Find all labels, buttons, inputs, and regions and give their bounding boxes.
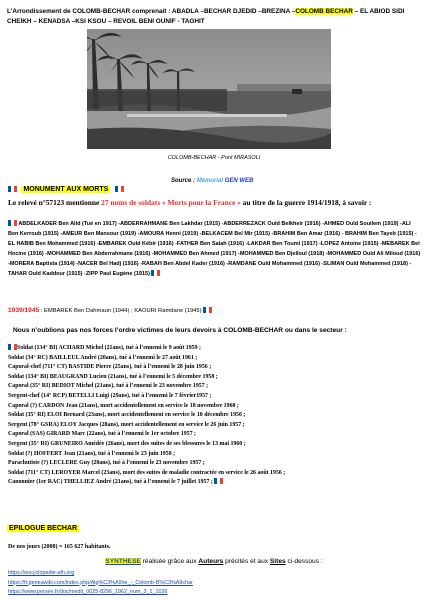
synthese-end: ci-dessous : <box>285 558 323 565</box>
ww2-years: 1939/1945 <box>8 307 40 314</box>
soldier-row <box>8 478 422 488</box>
soldier-row: Soldat (711° CT) LEROYER Marcel (23ans), mort des suites de maladie contractée en service le 26 août 1956 ; <box>8 469 286 476</box>
monument-row <box>8 178 428 193</box>
french-flag-icon <box>151 270 160 276</box>
french-flag-icon <box>8 220 17 226</box>
source-prefix: Source : <box>171 178 197 184</box>
synthese-word: SYNTHESE <box>105 558 141 565</box>
soldier-row: Sergent-chef (14° RCP) BETELLI Luigi (29ans), tué à l’ennemi le 7 février1957 ; <box>8 392 212 399</box>
ww2-names <box>8 306 422 316</box>
releve-part1: Le relevé n°57123 mentionne <box>8 198 102 207</box>
header-highlight: COLOMB BECHAR <box>295 8 353 15</box>
link-geneawiki[interactable]: https://fr.geneawiki.com/index.php/Alg%C3%A9rie_-_Colomb-B%C3%A9char <box>8 579 193 586</box>
links-list <box>8 569 422 598</box>
soldiers-list <box>8 344 422 488</box>
source-label <box>171 178 253 184</box>
soldier-row: Caporal (?) CARDON Jean (21ans), mort accidentellement en service le 18 novembre 1960 ; <box>8 402 239 409</box>
synthese-mid: réalisée grâce aux <box>140 558 199 565</box>
french-flag-icon <box>214 478 223 484</box>
photo-illustration <box>87 29 331 149</box>
releve-paragraph <box>8 198 422 208</box>
soldier-text: Canonnier (1er RAC) THELLIEZ André (21ans), tué à l’ennemi le 7 juillet 1957 ; <box>8 479 213 486</box>
link-encyclopedie-afn[interactable]: https://encyclopedie-afn.org <box>8 570 75 576</box>
french-flag-icon <box>8 179 17 185</box>
soldier-row: Soldat (35° RI) ELOI Bernard (23ans), mort accidentellement en service le 10 décembre 1956 ; <box>8 412 246 419</box>
header-part2: – EL ABIOD SIDI CHEIKH – KENADSA –KSI KSOU – REVOIL BENI OUNIF - TAGHIT <box>7 8 405 25</box>
synthese-auteurs: Auteurs <box>198 558 224 565</box>
source-genweb: GEN WEB <box>223 178 254 184</box>
forces-intro: Nous n’oublions pas nos forces l’ordre victimes de leurs devoirs à COLOMB-BECHAR ou dans le secteur : <box>13 327 347 334</box>
soldier-row: Soldat (34° RC) BAILLEUL André (20ans), tué à l’ennemi le 27 août 1961 ; <box>8 354 198 361</box>
ww2-text: : EMBAREK Ben Dahmaun (1944) ; KAOURI Ramdane (1945) <box>39 308 202 314</box>
soldier-row: Sergent (35° RI) GRUNEIRO Amédée (26ans), mort des suites de ses blessures le 13 mai 1960 ; <box>8 440 246 447</box>
french-flag-icon <box>8 344 17 350</box>
link-persee[interactable]: https://www.persee.fr/doc/medit_0025-8296_1962_num_3_1_1026 <box>8 589 168 595</box>
synthese-mid2: précités et aux <box>223 558 270 565</box>
soldier-row: Soldat (?) HOFFERT Jean (21ans), tué à l’ennemi le 23 juin 1958 ; <box>8 450 176 457</box>
french-flag-icon <box>115 179 124 185</box>
soldier-row: Caporal-chef (711° CT) BASTIDE Pierre (25ans), tué à l’ennemi le 28 juin 1956 ; <box>8 364 212 371</box>
synthese-line <box>0 558 428 565</box>
header-part1: L’Arrondissement de COLOMB-BECHAR comprenait : ABADLA –BECHAR DJEDID –BREZINA – <box>7 8 296 15</box>
colomb-bechar-photo <box>87 29 331 149</box>
soldier-row: Soldat (134° BI) BEAUGRAND Lucien (21ans), tué à l’ennemi le 5 décembre 1958 ; <box>8 373 218 380</box>
ww1-names: ABDELKADER Ben Alid (Tué en 1917) -ABDERRAHMANE Ben Lakhdar (1915) -ABDERREZACK Ould Belkheir (1916) -AHMED Ould Souilem (1919) -ALI Ben Kerroub (1915) -AMEUR Ben Mansour (1919) -AMOURA Henni (1919) -BELKACEM Bel Mir (1915) -BRAHIM Ben Amar (1916) - BRAHIM Ben Tayeb (1915) -EL HABIB Ben Mohammed (1916) -EMBAREK Ould Kébir (1916) -FATHER Ben Salah (1916) -LAKDAR Ben Toumi (1917) -LOPEZ Antoine (1915) -MEBAREK Bel Hocine (1916) -MOHAMMED Ben Abderrahmane (1916) -MOHAMMED Ben Ahmed (1917) -MOHAMMED Ben Djelloul (1918) -MOHAMMED Ould Ali Miloud (1916) -MORERA Baptista (1914) -NACER Bel Hadj (1916) -RABAH Ben Abdel Kader (1916) -RAMDANE Ould Mohammed (1916) -SLIMAN Ould Mohammed (1918) -TAHAR Ould Kaddour (1915) -ZIPP Paul Eugène (1915) <box>8 221 421 278</box>
source-memorial: Mémorial <box>196 178 224 184</box>
soldier-text: Soldat (134° BI) ACHARD Michel (21ans), tué à l’ennemi le 9 août 1959 ; <box>17 345 201 351</box>
soldier-row: Caporal (SAS) GIRARD Marc (22ans), tué à l’ennemi le 1er octobre 1957 ; <box>8 431 196 438</box>
soldier-row: Caporal (35° RI) BEDIOT Michel (21ans), tué à l’ennemi le 23 novembre 1957 ; <box>8 383 209 390</box>
soldier-row: Sergent (78° GSRA) ELOY Jacques (28ans), mort accidentellement en service le 26 juin 1957 ; <box>8 421 245 428</box>
photo-caption: COLOMB-BECHAR - Pont MIRASOLI <box>167 155 261 161</box>
document-header <box>7 7 423 26</box>
epilogue-title: EPILOGUE BECHAR <box>9 525 78 532</box>
releve-count: 27 noms de soldats « Morts pour la France » <box>101 198 241 207</box>
monument-title: MONUMENT AUX MORTS <box>23 186 109 193</box>
synthese-sites: Sites <box>269 558 286 565</box>
soldier-row: Parachutiste (?) LECLERE Guy (20ans), tué à l’ennemi le 23 novembre 1957 ; <box>8 460 205 467</box>
population-text: De nos jours (2008) = 165 627 habitants. <box>8 544 111 550</box>
ww1-names-list <box>8 219 422 280</box>
french-flag-icon <box>203 307 212 313</box>
releve-part2: au titre de la guerre 1914/1918, à savoir : <box>240 198 372 207</box>
soldier-row <box>8 344 422 354</box>
